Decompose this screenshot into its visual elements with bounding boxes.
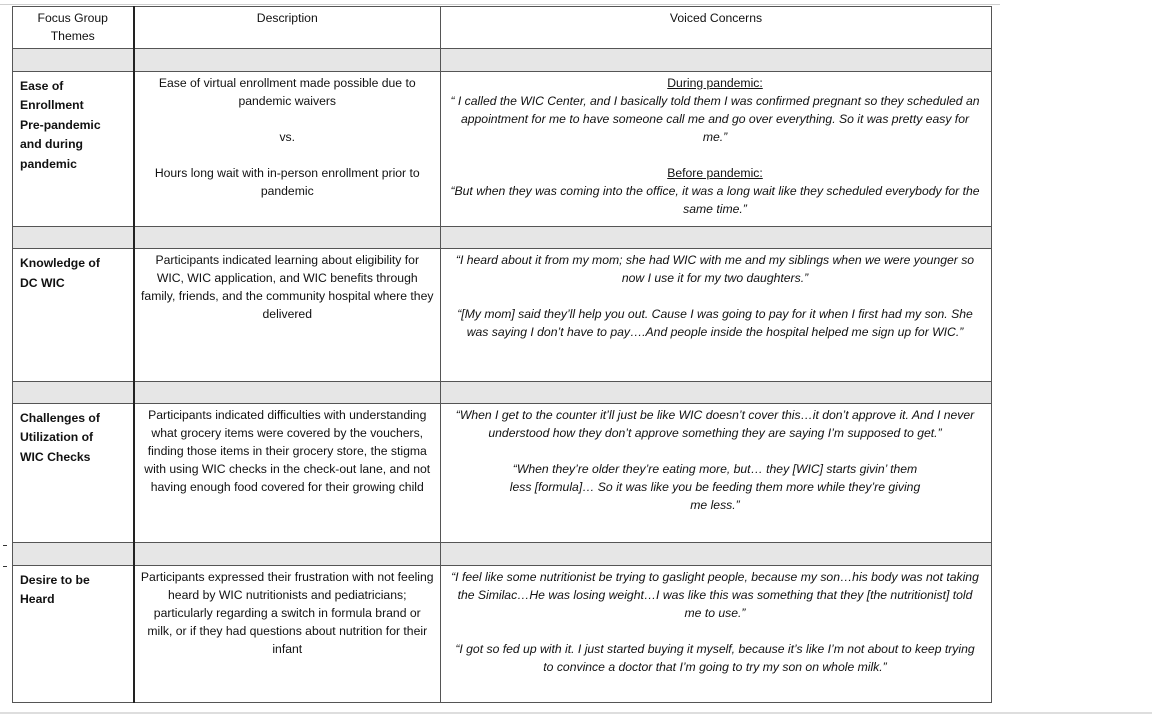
theme-line: Pre-pandemic xyxy=(20,117,101,132)
header-description: Description xyxy=(134,7,441,49)
header-theme-line-2: Themes xyxy=(50,29,95,43)
theme-line: Utilization of xyxy=(20,430,94,445)
theme-line: Knowledge of xyxy=(20,256,100,271)
theme-line: WIC Checks xyxy=(20,449,91,464)
left-margin-tick xyxy=(3,566,7,567)
theme-line: and during xyxy=(20,137,83,152)
concern-quote: “ I called the WIC Center, and I basically told them I was confirmed pregnant so they scheduled an appointment for me to have someone call me and go over everything. So it was pretty easy for me.” xyxy=(450,93,980,144)
theme-line: DC WIC xyxy=(20,275,65,290)
concern-quote: “But when they was coming into the office, it was a long wait like they scheduled everybody for the same time.” xyxy=(450,183,980,216)
theme-cell xyxy=(13,403,134,542)
description-cell xyxy=(134,403,441,542)
concerns-cell xyxy=(441,249,992,381)
concern-heading: During pandemic: xyxy=(667,75,763,90)
table-row xyxy=(13,565,992,702)
header-theme-line-1: Focus Group xyxy=(37,11,108,25)
table-row xyxy=(13,249,992,381)
concerns-cell xyxy=(441,403,992,542)
concern-quote: “When I get to the counter it’ll just be like WIC doesn’t cover this…it don’t approve it. And I never understood how they don’t approve something they are saying I’m supposed to get.” xyxy=(455,407,975,440)
concern-quote: “When they’re older they’re eating more, but… they [WIC] starts givin’ them less [formula]… So it was like you be feeding them more while they’re giving me less.” xyxy=(509,461,921,512)
header-voiced-concerns: Voiced Concerns xyxy=(441,7,992,49)
description-text: Hours long wait with in-person enrollment prior to pandemic xyxy=(154,165,420,198)
table-header-row xyxy=(13,7,992,49)
table-row-separator xyxy=(13,381,992,403)
theme-line: Enrollment xyxy=(20,98,84,113)
concerns-cell xyxy=(441,71,992,227)
theme-line: Challenges of xyxy=(20,410,100,425)
table-row-separator xyxy=(13,49,992,71)
concerns-cell xyxy=(441,565,992,702)
table-row xyxy=(13,71,992,227)
concern-quote: “I feel like some nutritionist be trying to gaslight people, because my son…his body was not taking the Similac…He was losing weight…I was like this was something that they [the nutritionist] told me to use.” xyxy=(451,569,979,620)
concern-quote: “[My mom] said they’ll help you out. Cause I was going to pay for it when I first had my son. She was saying I don’t have to pay….And people inside the hospital helped me sign up for WIC.” xyxy=(457,307,973,340)
theme-line: Desire to be xyxy=(20,572,90,587)
top-rule xyxy=(0,4,1000,5)
theme-cell xyxy=(13,71,134,227)
theme-cell xyxy=(13,249,134,381)
description-cell xyxy=(134,71,441,227)
theme-line: pandemic xyxy=(20,156,77,171)
focus-group-themes-table xyxy=(12,6,992,703)
table-row xyxy=(13,403,992,542)
theme-line: Heard xyxy=(20,592,55,607)
concern-quote: “I heard about it from my mom; she had WIC with me and my siblings when we were younger so now I use it for my two daughters.” xyxy=(455,253,975,286)
description-text: Participants indicated difficulties with understanding what grocery items were covered by the vouchers, finding those items in their grocery store, the stigma with using WIC checks in the check-out lane, and not having enough food covered for their growing child xyxy=(144,407,431,494)
bottom-rule xyxy=(0,712,1152,714)
description-text: Participants indicated learning about eligibility for WIC, WIC application, and WIC benefits through family, friends, and the community hospital where they delivered xyxy=(141,253,434,322)
theme-cell xyxy=(13,565,134,702)
description-text: Ease of virtual enrollment made possible due to pandemic waivers xyxy=(158,75,416,108)
left-margin-tick xyxy=(3,545,7,546)
table-row-separator xyxy=(13,227,992,249)
concern-quote: “I got so fed up with it. I just started buying it myself, because it’s like I’m not about to keep trying to convince a doctor that I’m going to try my son on whole milk.” xyxy=(455,641,975,674)
theme-line: Ease of xyxy=(20,78,64,93)
description-versus: vs. xyxy=(279,129,296,144)
description-cell xyxy=(134,249,441,381)
table-row-separator xyxy=(13,543,992,565)
description-cell xyxy=(134,565,441,702)
description-text: Participants expressed their frustration with not feeling heard by WIC nutritionists and pediatricians; particularly regarding a switch in formula brand or milk, or if they had questions about nutrition for their infant xyxy=(140,569,434,656)
header-focus-group-themes xyxy=(13,7,134,49)
concern-heading: Before pandemic: xyxy=(667,165,763,180)
